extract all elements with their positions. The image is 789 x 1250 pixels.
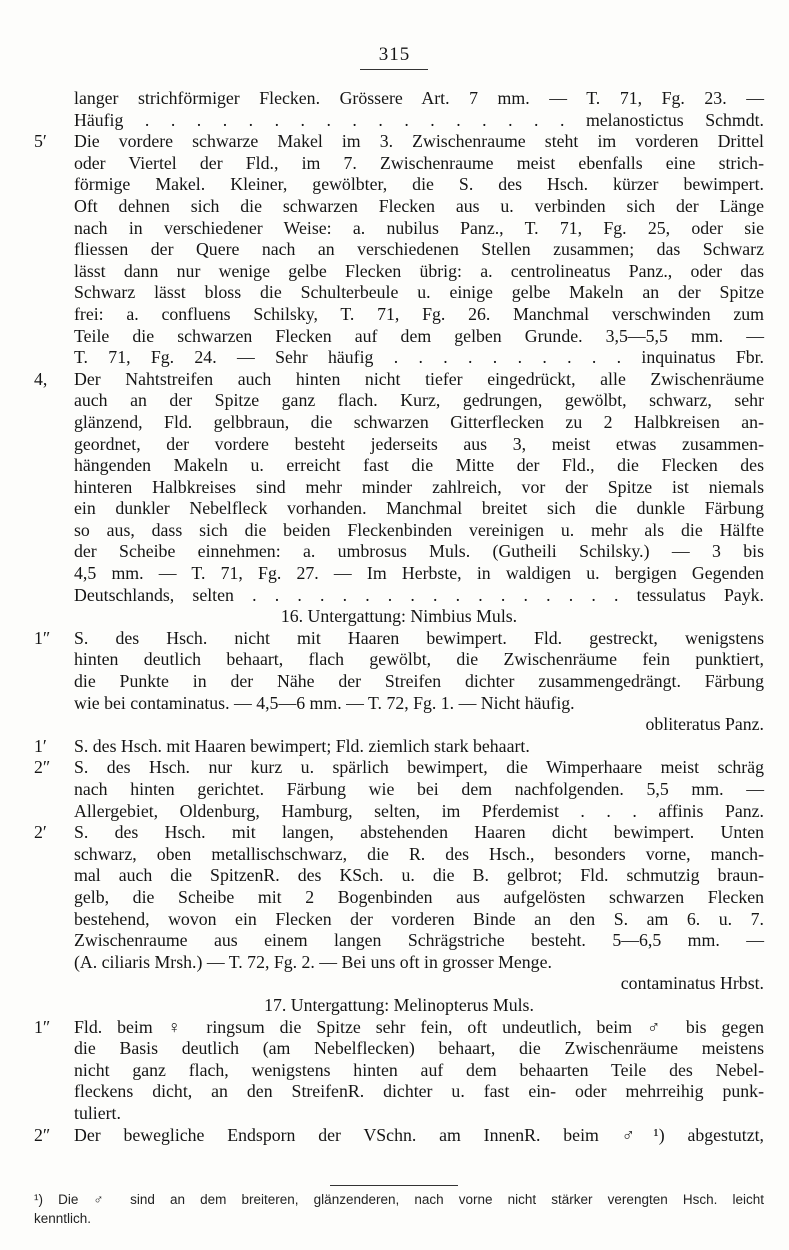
- line-text: Häufig . . . . . . . . . . . . . . . . . melanostictus Schmdt.: [74, 109, 764, 130]
- text-line: [34, 347, 764, 369]
- text-line: [34, 909, 764, 931]
- text-line: [34, 801, 764, 823]
- text-line: [34, 239, 764, 261]
- line-text: obliteratus Panz.: [645, 714, 764, 735]
- key-number: 1′: [34, 735, 47, 756]
- line-text: Allergebiet, Oldenburg, Hamburg, selten, im Pferdemist . . . affinis Panz.: [74, 800, 764, 821]
- line-text: Der Nahtstreifen auch hinten nicht tiefer eingedrückt, alle Zwischenräume: [74, 368, 764, 389]
- text-line: [34, 261, 764, 283]
- text-line: [34, 1017, 764, 1039]
- text-line: [34, 218, 764, 240]
- line-text: förmige Makel. Kleiner, gewölbter, die S. des Hsch. kürzer bewimpert.: [74, 174, 764, 195]
- line-text: glänzend, Fld. gelbbraun, die schwarzen Gitterflecken zu 2 Halbkreisen an-: [74, 411, 764, 432]
- line-text: S. des Hsch. nur kurz u. spärlich bewimpert, die Wimperhaare meist schräg: [74, 757, 764, 778]
- text-body: [34, 88, 764, 1146]
- line-text: die Basis deutlich (am Nebelflecken) behaart, die Zwischenräume meistens: [74, 1038, 764, 1059]
- text-line: [34, 628, 764, 650]
- key-number: 1″: [34, 1016, 51, 1037]
- text-line: [34, 714, 764, 736]
- line-text: 4,5 mm. — T. 71, Fg. 27. — Im Herbste, in waldigen u. bergigen Gegenden: [74, 563, 764, 584]
- line-text: oder Viertel der Fld., im 7. Zwischenraume meist ebenfalls eine strich-: [74, 152, 764, 173]
- text-line: [34, 153, 764, 175]
- line-text: ein dunkler Nebelfleck vorhanden. Manchmal breitet sich die dunkle Färbung: [74, 498, 764, 519]
- line-text: T. 71, Fg. 24. — Sehr häufig . . . . . . . . . . inquinatus Fbr.: [74, 347, 764, 368]
- line-text: 17. Untergattung: Melinopterus Muls.: [264, 994, 534, 1015]
- line-text: S. des Hsch. nicht mit Haaren bewimpert. Fld. gestreckt, wenigstens: [74, 627, 764, 648]
- text-line: [34, 412, 764, 434]
- line-text: gelb, die Scheibe mit 2 Bogenbinden aus aufgelösten schwarzen Flecken: [74, 886, 764, 907]
- line-text: nach in verschiedener Weise: a. nubilus Panz., T. 71, Fg. 25, oder sie: [74, 217, 764, 238]
- line-text: so aus, dass sich die beiden Fleckenbinden vereinigen u. mehr als die Hälfte: [74, 519, 764, 540]
- text-line: [34, 369, 764, 391]
- text-line: [34, 563, 764, 585]
- line-text: S. des Hsch. mit langen, abstehenden Haaren dicht bewimpert. Unten: [74, 822, 764, 843]
- text-line: [34, 326, 764, 348]
- line-text: S. des Hsch. mit Haaren bewimpert; Fld. ziemlich stark behaart.: [74, 735, 530, 756]
- text-line: [34, 995, 764, 1017]
- text-line: [34, 1103, 764, 1125]
- text-line: [34, 110, 764, 132]
- text-line: [34, 1081, 764, 1103]
- text-line: [34, 844, 764, 866]
- text-line: [34, 498, 764, 520]
- line-text: nicht ganz flach, wenigstens hinten auf dem behaarten Teile des Nebel-: [74, 1059, 764, 1080]
- line-text: wie bei contaminatus. — 4,5—6 mm. — T. 72, Fg. 1. — Nicht häufig.: [74, 692, 575, 713]
- line-text: contaminatus Hrbst.: [620, 973, 764, 994]
- text-line: [34, 131, 764, 153]
- text-line: [34, 887, 764, 909]
- text-line: [34, 304, 764, 326]
- text-line: [34, 1038, 764, 1060]
- key-number: 4,: [34, 368, 48, 389]
- line-text: Der bewegliche Endsporn der VSchn. am InnenR. beim ♂¹) abgestutzt,: [74, 1124, 764, 1145]
- line-text: (A. ciliaris Mrsh.) — T. 72, Fg. 2. — Bei uns oft in grosser Menge.: [74, 951, 552, 972]
- text-line: [34, 822, 764, 844]
- line-text: bestehend, wovon ein Flecken der vorderen Binde an den S. am 6. u. 7.: [74, 908, 764, 929]
- footnote: [34, 1190, 764, 1228]
- text-line: [34, 1125, 764, 1147]
- line-text: schwarz, oben metallischschwarz, die R. des Hsch., besonders vorne, manch-: [74, 843, 764, 864]
- line-text: geordnet, der vordere besteht jederseits aus 3, meist etwas zusammen-: [74, 433, 764, 454]
- line-text: 16. Untergattung: Nimbius Muls.: [280, 606, 518, 627]
- line-text: fliessen der Quere nach an verschiedenen Stellen zusammen; das Schwarz: [74, 239, 764, 260]
- text-line: [34, 973, 764, 995]
- footnote-line: ¹) Die ♂ sind an dem breiteren, glänzenderen, nach vorne nicht stärker verengten Hsch. leicht: [34, 1192, 764, 1207]
- line-text: Deutschlands, selten . . . . . . . . . . . . . . . . . tessulatus Payk.: [74, 584, 764, 605]
- line-text: die Punkte in der Nähe der Streifen dichter zusammengedrängt. Färbung: [74, 671, 764, 692]
- line-text: Schwarz lässt bloss die Schulterbeule u. einige gelbe Makeln an der Spitze: [74, 282, 764, 303]
- line-text: auch an der Spitze ganz flach. Kurz, gedrungen, gewölbt, schwarz, sehr: [74, 390, 764, 411]
- text-line: [34, 736, 764, 758]
- line-text: hinten deutlich behaart, flach gewölbt, die Zwischenräume fein punktiert,: [74, 649, 764, 670]
- text-line: [34, 865, 764, 887]
- text-line: [34, 541, 764, 563]
- text-line: [34, 952, 764, 974]
- text-line: [34, 520, 764, 542]
- line-text: tuliert.: [74, 1102, 121, 1123]
- line-text: Zwischenraume aus einem langen Schrägstriche besteht. 5—6,5 mm. —: [74, 930, 764, 951]
- key-number: 2′: [34, 822, 47, 843]
- line-text: frei: a. confluens Schilsky, T. 71, Fg. 26. Manchmal verschwinden zum: [74, 303, 764, 324]
- line-text: lässt dann nur wenige gelbe Flecken übrig: a. centrolineatus Panz., oder das: [74, 260, 764, 281]
- key-number: 5′: [34, 131, 47, 152]
- line-text: mal auch die SpitzenR. des KSch. u. die B. gelbrot; Fld. schmutzig braun-: [74, 865, 764, 886]
- page-number: 315: [378, 44, 411, 65]
- line-text: fleckens dicht, an den StreifenR. dichter u. fast ein- oder mehrreihig punk-: [74, 1081, 764, 1102]
- text-line: [34, 757, 764, 779]
- text-line: [34, 649, 764, 671]
- page-number-rule: [360, 69, 428, 70]
- text-line: [34, 1060, 764, 1082]
- key-number: 2″: [34, 1124, 51, 1145]
- footnote-line: kenntlich.: [34, 1211, 92, 1226]
- line-text: Oft dehnen sich die schwarzen Flecken aus u. verbinden sich der Länge: [74, 195, 764, 216]
- line-text: Teile die schwarzen Flecken auf dem gelben Grunde. 3,5—5,5 mm. —: [74, 325, 764, 346]
- line-text: hängenden Makeln u. erreicht fast die Mitte der Fld., die Flecken des: [74, 455, 764, 476]
- line-text: der Scheibe einnehmen: a. umbrosus Muls. (Gutheili Schilsky.) — 3 bis: [74, 541, 764, 562]
- text-line: [34, 455, 764, 477]
- line-text: langer strichförmiger Flecken. Grössere Art. 7 mm. — T. 71, Fg. 23. —: [74, 88, 764, 108]
- text-line: [34, 174, 764, 196]
- line-text: Fld. beim ♀ ringsum die Spitze sehr fein, oft undeutlich, beim ♂ bis gegen: [74, 1016, 764, 1037]
- text-line: [34, 88, 764, 110]
- text-line: [34, 196, 764, 218]
- text-line: [34, 585, 764, 607]
- text-line: [34, 671, 764, 693]
- text-line: [34, 434, 764, 456]
- text-line: [34, 930, 764, 952]
- text-line: [34, 693, 764, 715]
- text-line: [34, 282, 764, 304]
- line-text: hinteren Halbkreises sind mehr minder zahlreich, vor der Spitze ist niemals: [74, 476, 764, 497]
- line-text: Die vordere schwarze Makel im 3. Zwischenraume steht im vorderen Drittel: [74, 131, 764, 152]
- text-line: [34, 606, 764, 628]
- text-line: [34, 477, 764, 499]
- footnote-rule: [330, 1185, 458, 1186]
- line-text: nach hinten gerichtet. Färbung wie bei dem nachfolgenden. 5,5 mm. —: [74, 779, 764, 799]
- key-number: 2″: [34, 757, 51, 778]
- text-line: [34, 390, 764, 412]
- key-number: 1″: [34, 627, 51, 648]
- text-line: [34, 779, 764, 801]
